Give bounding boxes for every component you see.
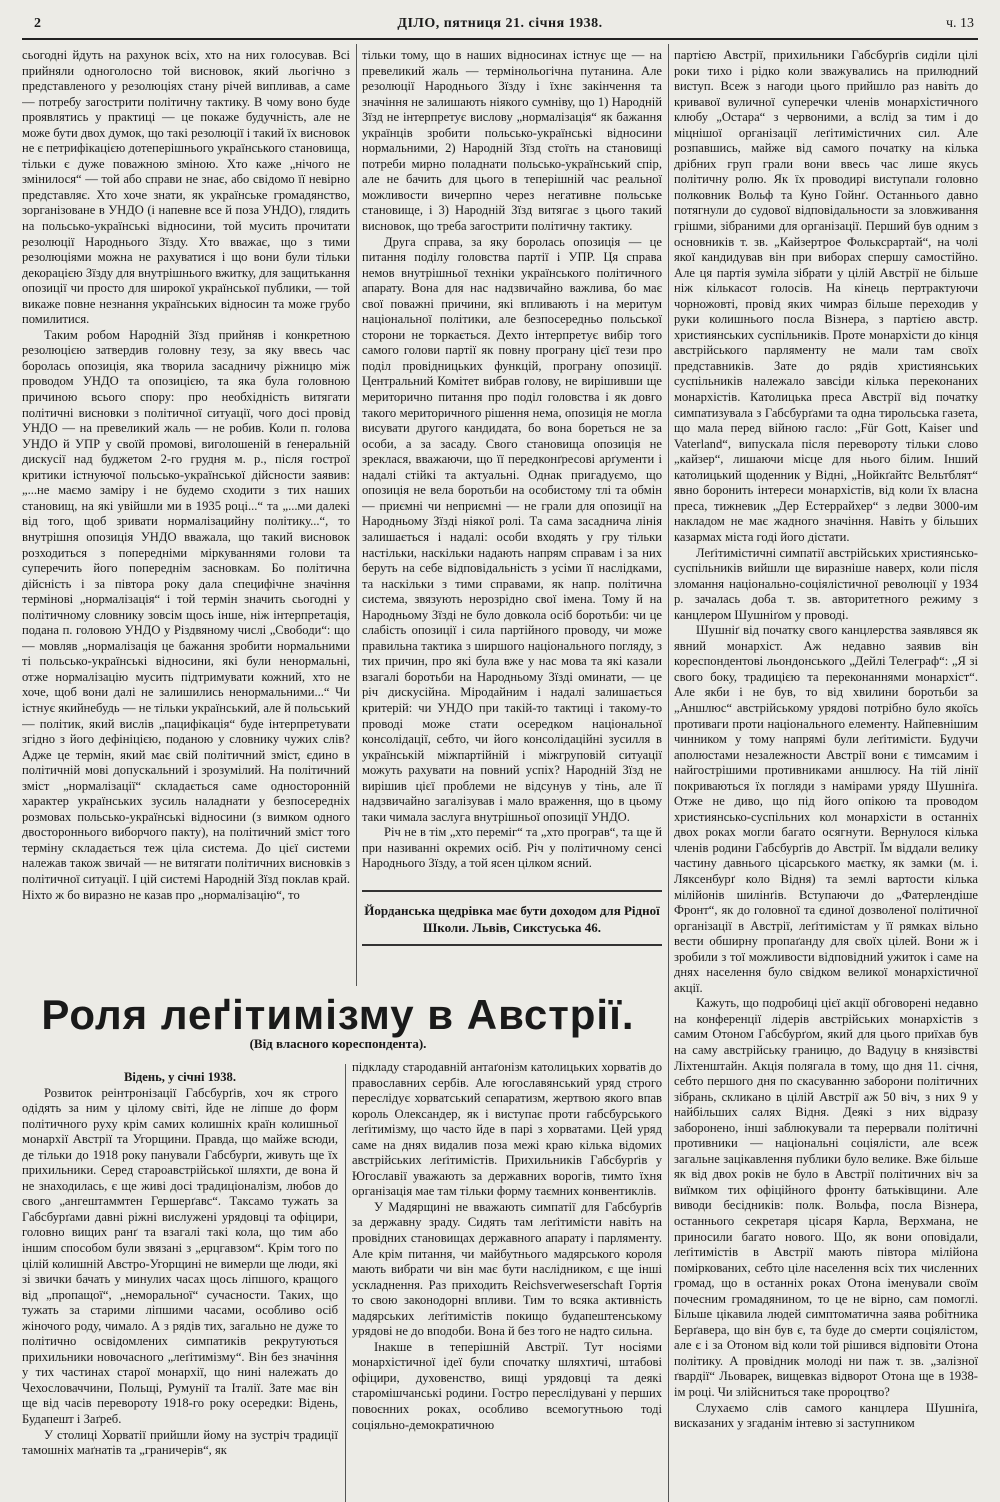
- paragraph: Інакше в теперішній Австрії. Тут носіями монархістичної ідеї були спочатку шляхтичі, штабові офіцири, духовенство, вищі урядовці та деякі старомішчанські родини. Гостро переслідувані у перших повоєнних роках, особливо всемогутньою тоді соціяльно-демократичною: [352, 1339, 662, 1432]
- column-rule: [345, 1064, 346, 1502]
- divider: [362, 890, 662, 892]
- paragraph: Кажуть, що подробиці цієї акції обговорені недавно на конференції лідерів австрійських монархістів з самим Отоном Габсбурґом, який для цього приїхав був на саму австрійську границю, до Вадуцу в князівстві Ліхтенштайн. Акція полягала в тому, що дня 11. січня, себто першого дня по скасуванню заборони політичних зібрань, скликано в цілій Австрії аж 50 віч, з них 9 у найбільших салях Відня. Деякі з них відразу заборонено, інші заблюкували та перервали політичні противники — національні соціялісти, але всеж загальне зацікавлення публики було велике. Вже більше як від двох років не було в Австрії політичних віч за виїмком тих офіційного фронту батьківщини. Але виводи бесідників: полк. Вольфа, посла Візнера, останнього секретаря цісаря Карла, Верхмана, не приносили багато нового. Що, як вони оповідали, леґітимістів в Австрії мають півтора мілійона поміркованих, себто ціле населення всіх тих численних громад, що в останніх роках Отона іменували своїм почесним громадянином, то це не вірно, сам помоглі. Більше цікавила людей симптоматична заява робітника Берґавера, що він був є, та буде до смерти соціялістом, але є і за Отоном від коли той рішився відповіти Отона політику. А провідник молоді ни паж т. зв. „залізної ґвардії“ Льоварек, вищевказ відворот Отона ще в 1938-ім році. Чи злійсниться таке пророцтво?: [674, 996, 978, 1400]
- article-column-1: [22, 48, 350, 1060]
- page-number: 2: [34, 16, 41, 31]
- article-headline: Роля леґітимізму в Австрії.: [41, 991, 635, 1038]
- issue-number: ч. 13: [945, 16, 974, 31]
- notice-text: Йорданська щедрівка має бути доходом для Рідної Школи. Львів, Сикстуська 46.: [364, 903, 660, 935]
- paragraph: Слухаємо слів самого канцлера Шушніґа, висказаних у згаданім інтевю зі заступником: [674, 1400, 978, 1431]
- paragraph: У столиці Хорватії прийшли йому на зустріч традиції тамошніх маґнатів та „граничерів“, як: [22, 1427, 338, 1458]
- masthead-title: ДІЛО, пятниця 21. січня 1938.: [397, 16, 603, 31]
- page-header: [22, 16, 978, 40]
- paragraph: підкладу стародавній антаґонізм католицьких хорватів до православних сербів. Але югославянський уряд строго переслідує хорватський сепаратизм, жертвою якого впав король Олександер, як і виступає проти габсбурського леґітимізму, що часто йде в парі з хорватами. Цей уряд саме на днях видалив поза межі краю кілька відомих австрійських леґітимістів. Прихильників Габсбурґів у Югославії уважають за державних ворогів, тимто їхня організація мае там тільки форму таємних конвентиклів.: [352, 1060, 662, 1199]
- paragraph: Шушніґ від початку свого канцлерства заявлявся як явний монархіст. Аж недавно заявив він кореспондентові льондонського „Дейлі Телеграф“: „Я зі свого боку, традицією та переконаннями монархіст“. Але якби і не був, то від хвилини боротьби за „Аншлюс“ австрійському урядові потрібно було якоїсь противаги проти національного елементу. Найпевнішим чинником у тому напрямі були леґітимісти. Будучи аполюстами незалежности Австрії вони є тимсамим і найгострішими противниками аншлюсу. На тій лінії покриваються їх погляди з намірами уряду Шушніґа. Отже не диво, що під його опікою та проводом християнсько-суспільних кол монархісти в останніх двох роках могли багато осягнути. Вернулося кілька членів родини Габсбурґів до Австрії. Їм віддали велику частину давнього цісарського маєтку, як замки (м. і. Ляксенбурґ коло Відня) та землі вартости кілька мілійонів шилінґів. Вступаючи до „Фатерлендіше Фронт“, як до головної та єдиної дозволеної політичної організації в Австрії, леґітимістам у її рямках вільно вести обширну пропаґанду для своїх цілей. Вони ж і зробили з тої можливости відповідний ужиток і саме на днях населення було свідком великої монархістичної акції.: [674, 623, 978, 995]
- column-rule: [668, 44, 669, 1502]
- paragraph: Друга справа, за яку боролась опозиція — це питання поділу головства партії і УПР. Ця справа немов внутрішньої техніки українського політичного апарату. Вона для нас надзвичайно важлива, бо має свої поважні причини, які впливають і на меритум національної політики, але безпосередньо польської сторони не торкається. Дехто інтерпретує вибір того самого голови партії як повну програну цієї тези про поділ провідницьких функцій, програну опозиції. Центральний Комітет вибрав голову, не вирішивши ще мериторично питання про поділ головства і як довго такого мериторичного рішення нема, опозиція не могла висувати другого кандидата, бо вона бореться не за особи, а за засаду. Свого становища опозиція не зреклася, вважаючи, що її передконґресові арґументи і надалі стійкі та актуальні. Однак пригадуємо, що опозиція не вела боротьби на особистому тлі та обмін — приємні чи неприємні — не грали для опозиції на Народньому Зїзді ніякої ролі. Та сама засаднича лінія залишається і надалі: особи входять у гру тільки настільки, наскільки надають напрям справам і за них беруть на себе відповідальність з усіми її наслідками, та наскільки з тими справами, як напр. політична система, звязують нерозрідно свої імена. Тому й на Народньому Зїзді не було довкола осіб боротьби: чи це слабість опозиції і сила партійного проводу, чи може правильна тактика з ширшого національного погляду, з тих причин, про які була вже у нас мова та які казали взагалі боротьби на Народньому Зїзді оминати, — це річ дискусійна. Міродайним і надалі залишається критерій: чи УНДО при такій-то тактиці і такому-то проводі може стати осередком національної консолідації, себто, чи його консолідаційні зусилля в українській міжпартійній і міжгруповій ситуації можуть рахувати на повний успіх? Народній Зїзд не вирішив цієї проблеми не відсунув у тінь, але її надзвичайно загалізував і мало враження, що в цьому таки чимала заслуга внутрішньої опозиції УНДО.: [362, 234, 662, 824]
- divider: [362, 944, 662, 946]
- article-column-2: [362, 48, 662, 874]
- article-column-4: [22, 1070, 338, 1502]
- paragraph: партією Австрії, прихильники Габсбурґів сиділи цілі роки тихо і рідко коли зважувались на прилюдний виступ. Всеж з нагоди цього прийшло раз навіть до кривавої вуличної суперечки членів монархістичного клюбу „Остара“ з червоними, а вслід за тим і до міцнішої організації леґітимістичних сил. Але розпавшись, майже від самого початку на кілька дрібних груп грали вони ввесь час лише якусь політичну ролю. Як їх проводирі виступали головно полковник Вольф та Куно Гойнґ. Останнього давно потягнули до судової відповідальности за зловживання грішми, зібраними для організації. Перший був одним з основників т. зв. „Кайзертрое Фольксpартай“, на чолі якої кандидував він при виборах спершу самостійно. Але ця партія зуміла зібрати у цілій Австрії не більше ніж кількасот голосів. На кінець пертрактуючи чорножовті, провід яких чимраз більше переходив у руки колишнього посла Візнера, з партією австр. християнських суспільників. Проте монархісти до кінця австрійського парляменту не мали там своїх представників. Зате до рядів християнських суспільників належало завсіди кілька переконаних монархістів. Католицька преса Австрії від початку симпатизувала з Габсбурґами та одна тирольська газета, що мала перед війною гасло: „Für Gott, Kaiser und Vaterland“, випускала після перевороту тільки слово „кайзер“, лишаючи місце для нього білим. Інший католицький щоденник у Відні, „Нойкґайтс Вельтблят“ явно боронить інтереси монархістів, від коли їх власна преса, тижневик „Дер Естеррайхер“ з ледви 3000-им накладом не має жадного значіння. Навіть у більших казармах міста годі його дістати.: [674, 48, 978, 544]
- dateline: Відень, у січні 1938.: [124, 1070, 236, 1084]
- paragraph: тільки тому, що в наших відносинах істнує ще — на превеликий жаль — термінольогічна путанина. Але резолюції Народнього Зїзду і їхнє закінчення та значіння не залишають ніякого сумніву, що 1) Народній Зїзд не інтерпретує вислову „нормалізація“ як бажання українців зробити польсько-українські відносини нормальними, 2) Народній Зїзд стоїть на становищі потреби мирно поладнати польсько-український спір, але не бачить для цього в теперішній час реальної можливости вичерпно через негативне польське становище, і 3) Народній Зїзд витягає з цього такий висновок, що треба загострити політичну тактику.: [362, 48, 662, 234]
- article-subheadline: (Від власного кореспондента).: [249, 1036, 427, 1051]
- paragraph: Розвиток реінтронізації Габсбурґів, хоч як строго одідять за ним у цілому світі, йде не ліпше до форм політичного руху крім самих колишніх країн колишньої монархії Австрії та Угорщини. Правда, що майже всюди, де тільки до 1918 року панували Габсбурґи, живуть ще їх прихильники. Серед староавстрійської шляхти, де вона й не знаходилась, є ще живі досі традиціоналізм, любов до свого „ангештаммтен Гершерґавс“. Таксамо тужать за Габсбурґами давні ріжні вислужені урядовці та офіцири, головно вищих ранґ та взагалі такі кола, що тим або іншим способом були звязані з „ерцгавзом“. Крім того по цілій колишній Австро-Угорщині не вимерли ще люди, які зі звички бачать у минулих часах щось ліпшого, кращого від „пропащої“, „неморальної“ сучасности. Таких, що тужать за старими ліпшими часами, особливо осіб жіночого роду, чимало. А з рядів тих, загально не дуже то політично освідомлених симпатиків рекрутуються прихильники новочасного „леґітимізму“. Він без значіння у тих частинах старої монархії, що нині належать до Чехословаччини, Польщі, Румунії та Італії. Зате має він ще від часів перевороту 1918-го року осередки: Відень, Будапешт і Заґреб.: [22, 1085, 338, 1427]
- column-rule: [356, 44, 357, 986]
- article-column-5: [352, 1060, 662, 1502]
- paragraph: Таким робом Народній Зїзд прийняв і конкретною резолюцією затвердив головну тезу, за яку ввесь час боролась опозиція, яка творила засадничу ріжницю між проводом УНДО та опозицією, та яка була головною причиною всього спору: про необхідність витягати політичні висновки з політичної ситуації, чого досі провід УНДО — на превеликий жаль — не робив. Коли п. голова УНДО й УПР у своїй промові, виголошеній в ґенеральній дискусії над буджетом 2-го грудня м. р., після гострої критики істнуючої польсько-української дійсности заявив: „...не маємо заміру і не будемо сходити з тих наших становищ, на які увійшли ми в 1935 році...“ та „...ми далекі від того, щоб зривати нормалізацийну політику...“, то внутрішня опозиція УНДО вважала, що такий висновок розходиться з попередніми міркуваннями голови та суперечить його попереднім засновкам. Бо політична дійсність і за півтора року дала специфічне значіння термінові „нормалізація“ і той термін значить сьогодні у політичному словнику зовсім щось інше, ніж інтерпретація, подана п. головою УНДО у Різдвяному числі „Свободи“: що — мовляв „нормалізація це бажання зробити нормальними ті польсько-українські відносини, які були ненормальні, отже нормалізацію мусить підтримувати кожний, хто не хоче, щоб вони далі не залишились ненормальними...“ Чи істнує якийнебудь — не тільки український, але й польський — політик, який вислів „пацифікація“ буде інтерпретувати згідно з його дефініцією, поданою у словнику чужих слів? Адже це термін, який має свій політичний зміст, єдино в політичній мові допускальний і зрозумілий. На політичний зміст „нормалізації“ складається саме односторонній характер українських зусиль наладнати у безпосередніх розмовах польсько-українські відносини (з вимком одного двостороннього виборчого пакту), на політичний зміст того терміну складається теж ціла система. До цієї системи належав також звичай — не витягати політичних висновків з політичної ситуації. І цій системі Народній Зїзд поклав край. Ніхто ж бо виразно не казав про „нормалізацію“, то: [22, 327, 350, 902]
- paragraph: Леґітимістичні симпатії австрійських християнсько-суспільників вийшли ще виразніше наверх, коли після зломання національно-соціялістичної революції у 1934 р. зачалась доба т. зв. авторитетного режиму з канцлером Шушніґом у проводі.: [674, 545, 978, 622]
- paragraph: У Мадярщині не вважають симпатії для Габсбурґів за державну зраду. Сидять там леґітимісти навіть на провідних становищах державного апарату і парляменту. Але крім питання, чи майбутнього мадярського короля мають вибрати чи він має бути наслідником, є ще інші ускладнення. Раз приходить Reichsverweserschaft Гортія то свою законодорні впливи. Тим то всяка активність мадярських леґітимістів покищо будапештенському урядові не до вподоби. Вона й без того не надто сильна.: [352, 1199, 662, 1339]
- paragraph: Річ не в тім „хто переміг“ та „хто програв“, та ще й при називанні окремих осіб. Річ у політичному сенсі Народнього Зїзду, а той ясен цілком ясний.: [362, 825, 662, 871]
- article-column-3: [674, 48, 978, 1502]
- paragraph: сьогодні йдуть на рахунок всіх, хто на них голосував. Всі прийняли одноголосно той висновок, який льогічно з представленого у резолюціях стану річей випливав, а саме — потребу загострити політичну тактику. В чому воно буде проявлятись у практиці — це покаже будучність, але не може бути двох думок, що такі резолюції і такий їх висновок не є петрифікацією дотеперішнього українського становища, тільки є дуже поважною зміною. Хто каже „нічого не змінилося“ — той або справи не знає, або свідомо її невірно представляє. Хто хоче знати, як українське громадянство, зорганізоване в УНДО (і напевне все й поза УНДО), глядить на польсько-українські відносини, той мусить прочитати резолюції Народнього Зїзду. Хто вважає, що з тими резолюціями можна не рахуватися і що вони були тільки декорацією Зїзду для внутрішнього вжитку, для защитькання опозиції чи просто для широкої української публики, — той викаже повне незнання українських відносин та може грубо помилитися.: [22, 48, 350, 327]
